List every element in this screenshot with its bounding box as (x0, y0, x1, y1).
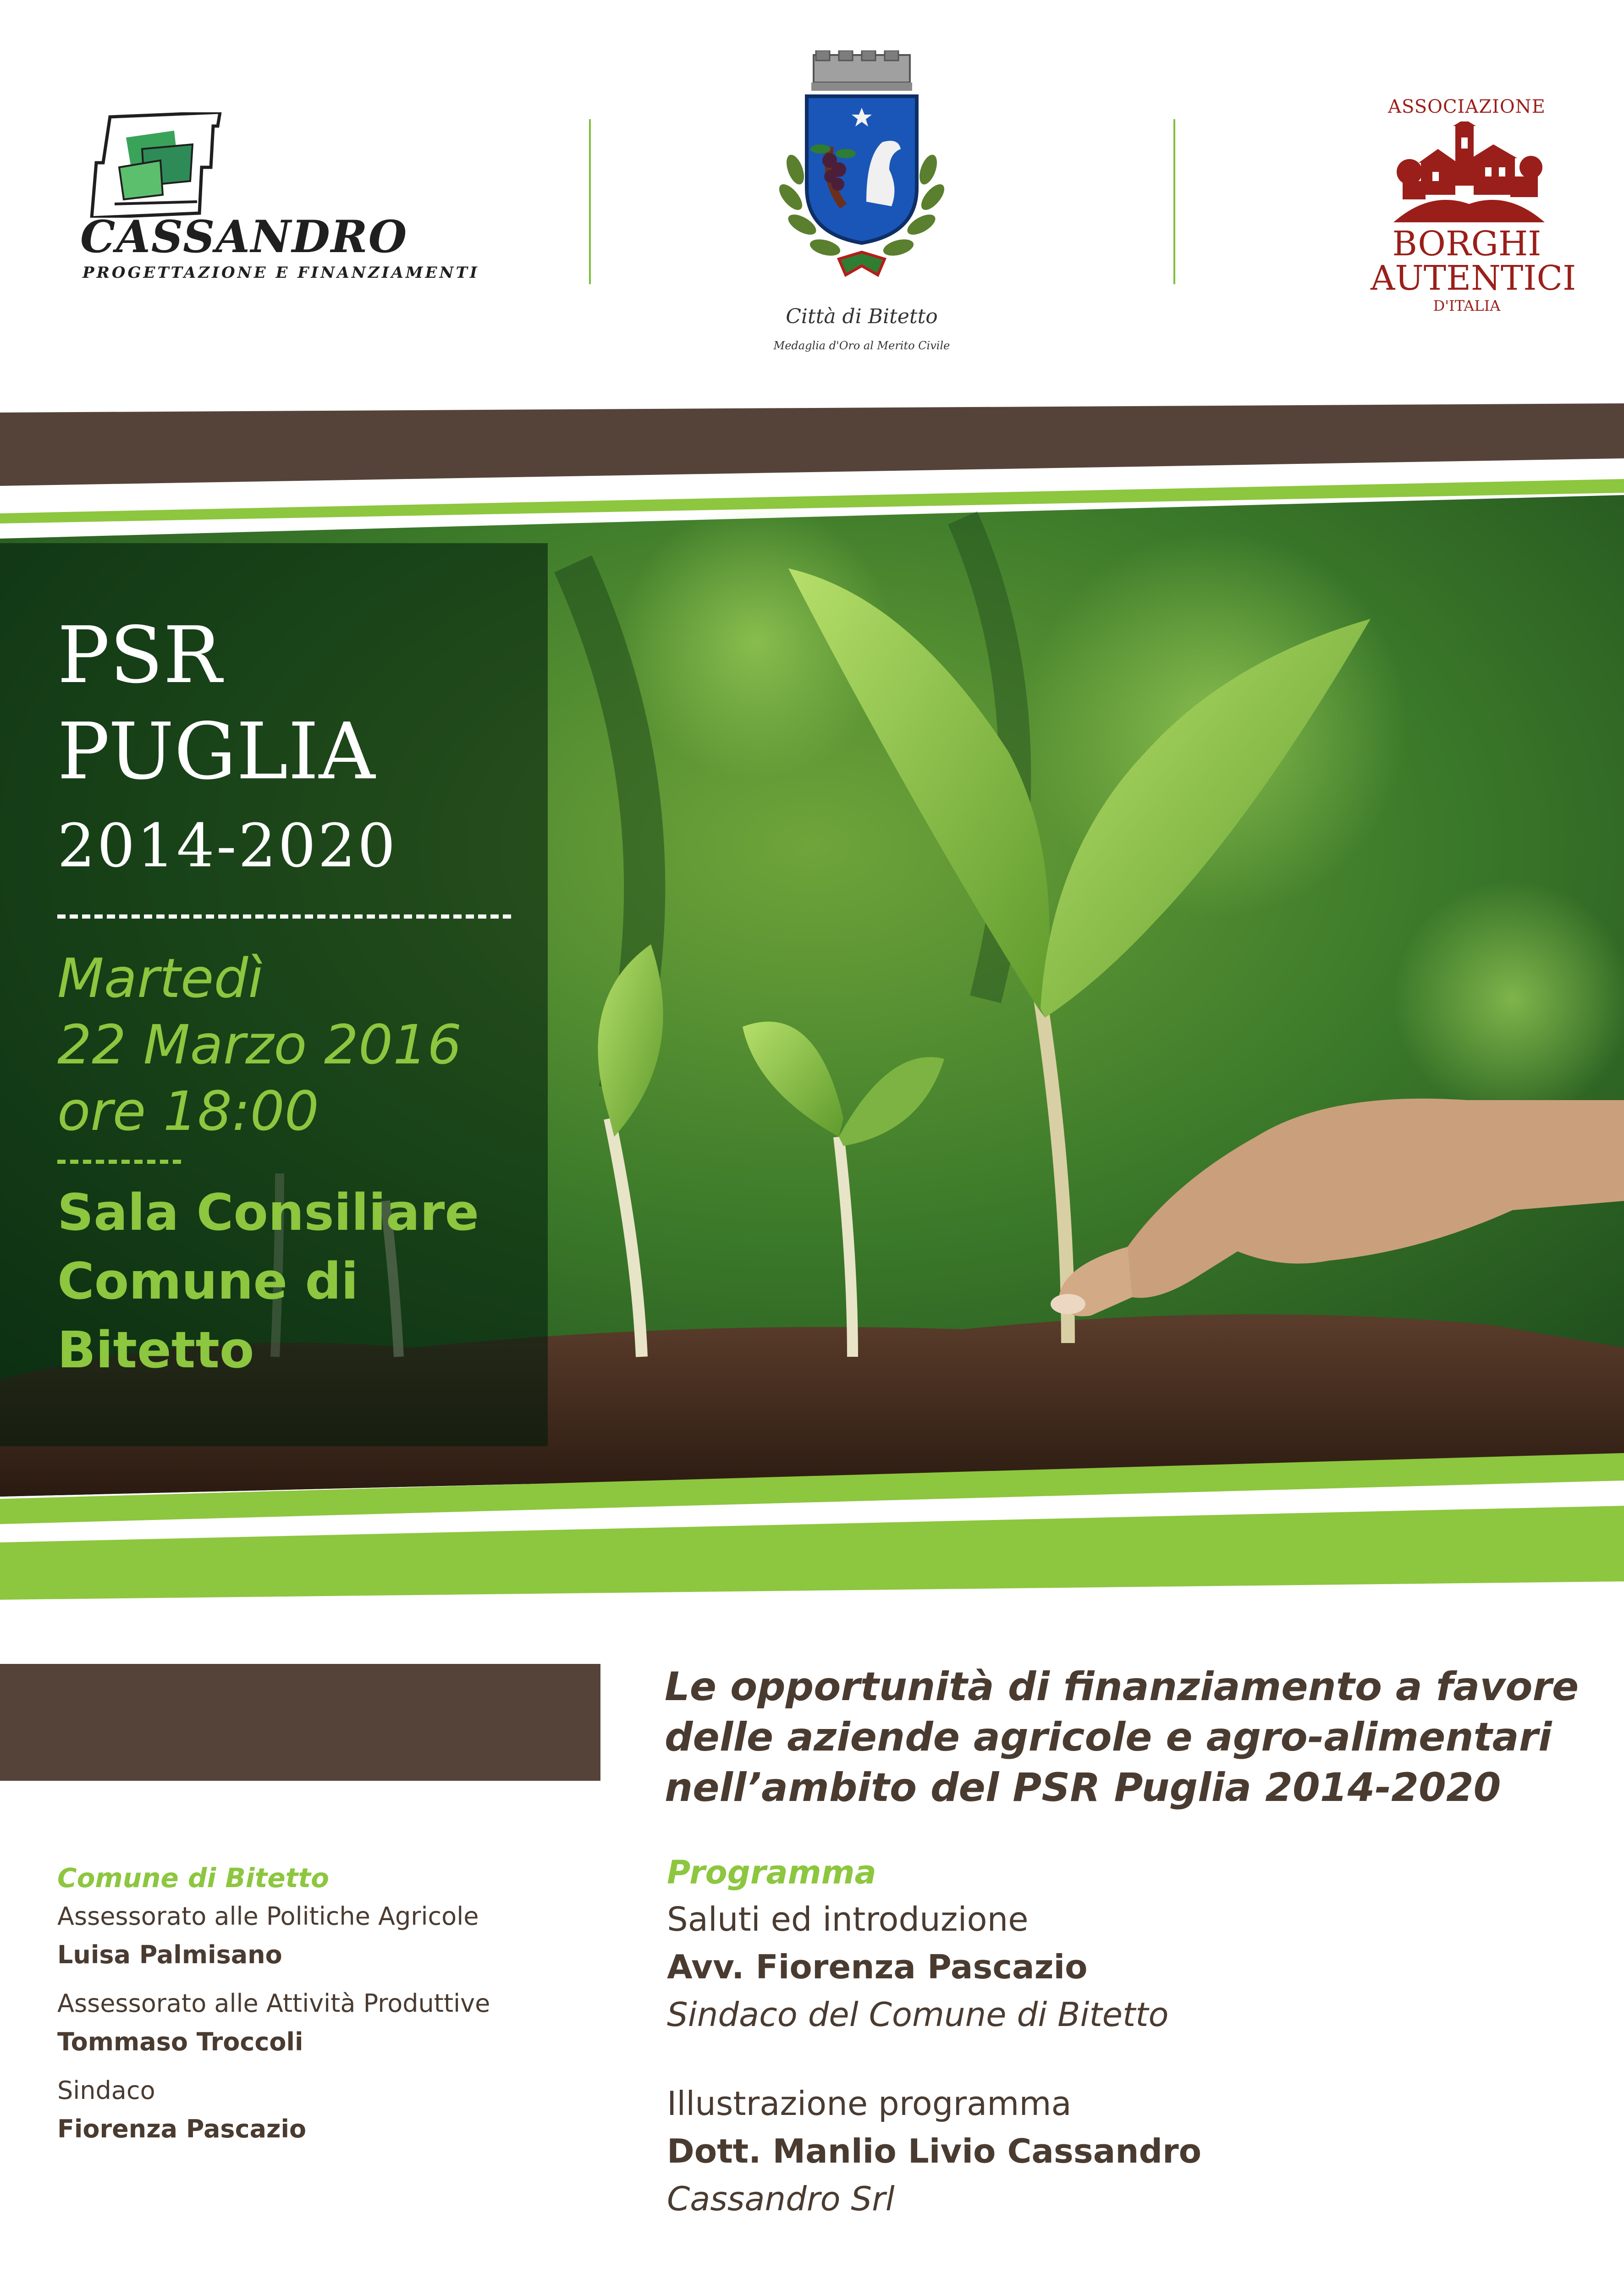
cassandro-subtitle: PROGETTAZIONE E FINANZIAMENTI (83, 264, 479, 282)
borghi-line2: AUTENTICI (1371, 259, 1576, 298)
cassandro-logo-icon (83, 112, 229, 218)
programma-topic: Illustrazione programma (667, 2084, 1072, 2123)
borghi-village-icon (1393, 121, 1545, 227)
organizer-person: Tommaso Troccoli (57, 2027, 303, 2056)
borghi-line1: BORGHI (1392, 224, 1541, 264)
comune-subtitle: Medaglia d'Oro al Merito Civile (773, 339, 950, 352)
event-title-line2: PUGLIA (57, 706, 375, 797)
dashed-divider-short (57, 1160, 181, 1164)
event-location-line2: Comune di (57, 1252, 358, 1310)
programma-speaker: Dott. Manlio Livio Cassandro (667, 2132, 1202, 2170)
event-title-line1: PSR (57, 610, 222, 701)
hero-bottom-stripes (0, 1444, 1624, 1609)
organizers-list (57, 1859, 607, 2148)
programma-affiliation: Cassandro Srl (667, 2180, 895, 2218)
event-date: 22 Marzo 2016 (57, 1013, 462, 1076)
header-divider-left (589, 119, 591, 284)
programma-affiliation: Sindaco del Comune di Bitetto (667, 1995, 1169, 2034)
event-day: Martedì (57, 947, 264, 1010)
bitetto-crest-icon (752, 50, 972, 289)
dashed-divider (57, 914, 511, 919)
organizer-role: Sindaco (57, 2076, 155, 2105)
organizer-person: Fiorenza Pascazio (57, 2114, 307, 2143)
headline-line1: Le opportunità di finanziamento a favore (665, 1664, 1579, 1710)
programma-title: Programma (667, 1854, 876, 1891)
organizer-person: Luisa Palmisano (57, 1940, 282, 1969)
cassandro-name: CASSANDRO (80, 211, 408, 263)
comune-name: Città di Bitetto (786, 305, 938, 328)
event-title-years: 2014-2020 (57, 811, 397, 881)
programma-topic: Saluti ed introduzione (667, 1900, 1029, 1938)
programma-speaker: Avv. Fiorenza Pascazio (667, 1948, 1088, 1986)
event-location-line1: Sala Consiliare (57, 1183, 479, 1242)
borghi-line3: D'ITALIA (1433, 297, 1501, 314)
organizer-name: Comune di Bitetto (57, 1862, 329, 1894)
headline-line2: delle aziende agricole e agro-alimentari (665, 1714, 1552, 1760)
organizer-role: Assessorato alle Politiche Agricole (57, 1902, 479, 1931)
event-location-line3: Bitetto (57, 1321, 254, 1379)
programma-section (667, 1850, 1584, 2223)
headline (665, 1662, 1586, 1813)
decorative-brown-bar (0, 1664, 600, 1781)
organizer-role: Assessorato alle Attività Produttive (57, 1989, 490, 2018)
headline-line3: nell’ambito del PSR Puglia 2014-2020 (665, 1765, 1501, 1811)
event-time: ore 18:00 (57, 1079, 319, 1143)
header-divider-right (1173, 119, 1175, 284)
borghi-association-label: ASSOCIAZIONE (1388, 96, 1546, 117)
